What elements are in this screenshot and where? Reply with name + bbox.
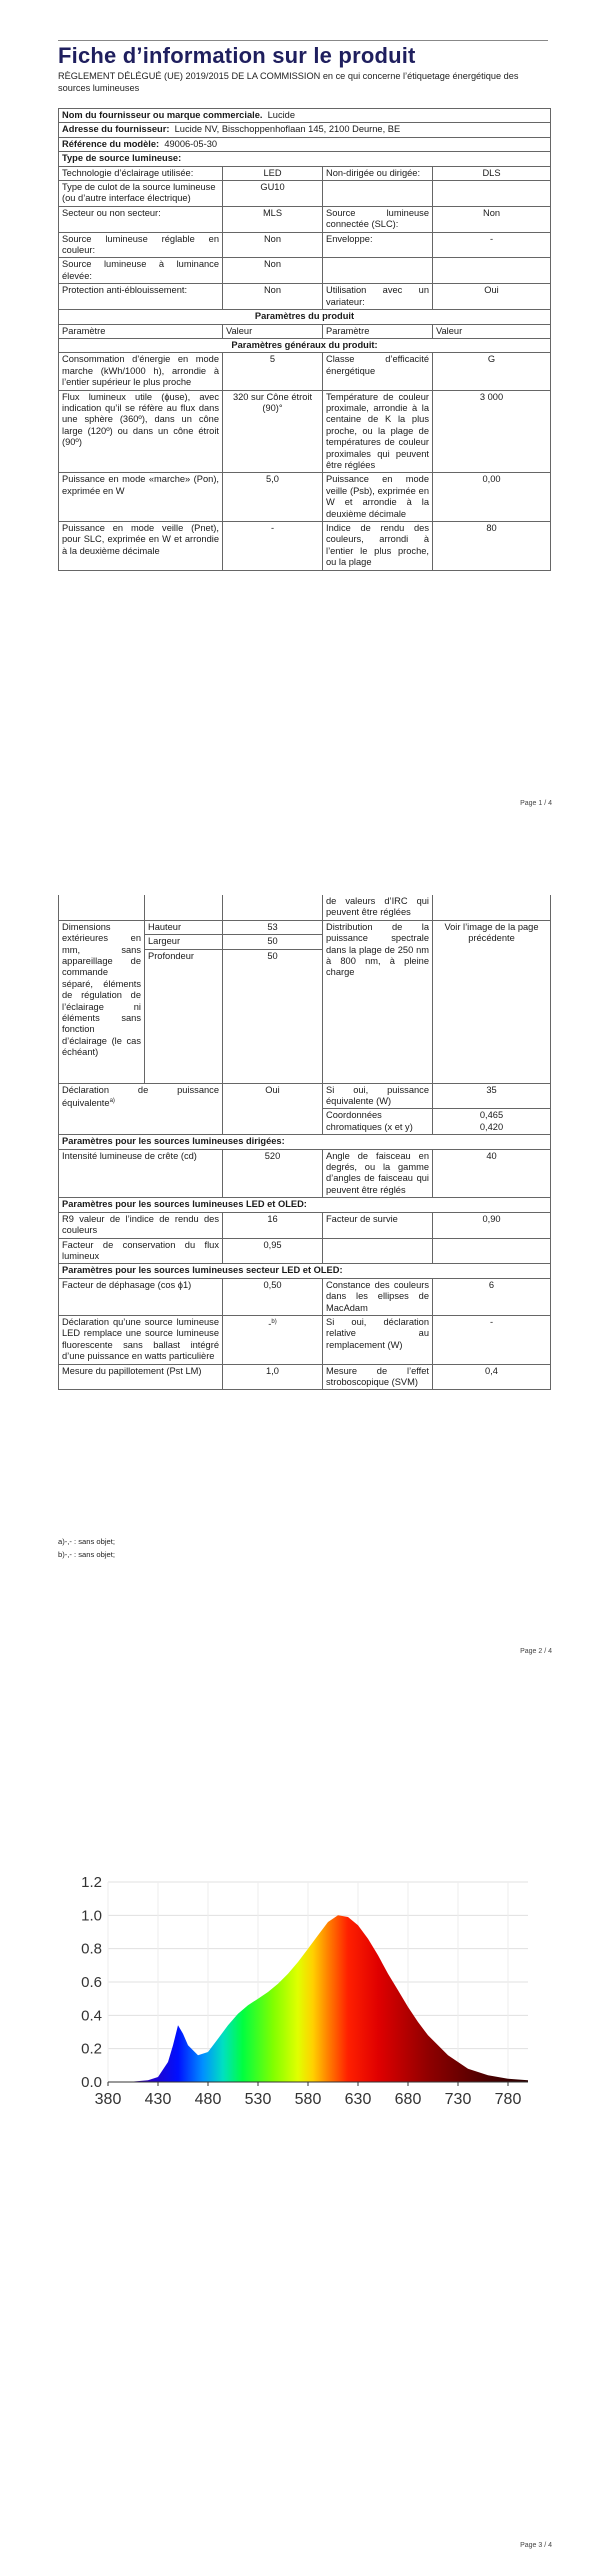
x-tick-label: 380 (94, 2091, 122, 2108)
table-row: Facteur de conservation du flux lumineux 0,95 (59, 1238, 551, 1264)
supplier-value: Lucide (267, 110, 296, 120)
y-tick-label: 1.2 (81, 1874, 102, 1891)
page-number: Page 2 / 4 (520, 1648, 552, 1655)
model-value: 49006-05-30 (164, 138, 218, 149)
model-label: Référence du modèle: (62, 138, 160, 149)
table-row: Secteur ou non secteur: MLS Source lumineuse connectée (SLC): Non (59, 206, 551, 232)
product-params-heading-row (59, 310, 551, 324)
spd-label: Distribution de la puissance spectrale dans la plage de 250 nm à 800 nm, à pleine charge (323, 920, 433, 1083)
table-row: Technologie d’éclairage utilisée: LED Non-dirigée ou dirigée: DLS (59, 166, 551, 180)
table-row: Mesure du papillotement (Pst LM) 1,0 Mesure de l’effet stroboscopique (SVM) 0,4 (59, 1364, 551, 1390)
light-source-type-heading: Type de source lumineuse: (59, 152, 551, 166)
table-row: Facteur de déphasage (cos ϕ1) 0,50 Constance des couleurs dans les ellipses de MacAdam 6 (59, 1278, 551, 1315)
table-row: Type de culot de la source lumineuse (ou d’autre interface électrique) GU10 (59, 181, 551, 207)
product-params-heading: Paramètres du produit (59, 310, 551, 324)
dimension-value: 50 (223, 935, 323, 949)
footnote: a)-,- : sans objet; (58, 1537, 115, 1546)
table-row: Puissance en mode veille (Pnet), pour SLC, exprimée en W et arrondie à la deuxième décimale - Indice de rendu des couleurs, arrondi à l’entier le plus proche, ou la plage 80 (59, 522, 551, 571)
address-value: Lucide NV, Bisschoppenhoflaan 145, 2100 Deurne, BE (174, 124, 401, 135)
x-tick-label: 730 (444, 2091, 472, 2108)
table-row: Déclaration qu’une source lumineuse LED remplace une source lumineuse fluorescente sans ballast intégré d’une puissance en watts particulière -$^{b)}$ Si oui, déclaration relative au remplacement (W) - (59, 1315, 551, 1364)
table-row: Protection anti-éblouissement: Non Utilisation avec un variateur: Oui (59, 284, 551, 310)
page-3 (0, 1820, 604, 2560)
table-row: Déclaration de puissance équivalente$^{a)}$ Oui Si oui, puissance équivalente (W) 35 (59, 1083, 551, 1109)
dimension-name: Largeur (145, 935, 223, 949)
mains-led-params-heading: Paramètres pour les sources lumineuses secteur LED et OLED: (59, 1264, 551, 1278)
chart-plot-area (108, 1915, 528, 2082)
section-row (59, 1264, 551, 1278)
directed-params-heading: Paramètres pour les sources lumineuses dirigées: (59, 1135, 551, 1149)
dimension-value: 53 (223, 920, 323, 934)
table-row: Flux lumineux utile (ϕuse), avec indication qu’il se réfère au flux dans une sphère (360º), dans un cône large (120º) ou dans un cône étroit (90º) 320 sur Cône étroit (90)° Température de couleur proximale, arrondie à la centaine de K la plus proche, ou la plage de températures de couleur proximales qui peuvent être réglées 3 000 (59, 390, 551, 473)
model-row (59, 137, 551, 151)
y-tick-label: 0.6 (81, 1974, 102, 1991)
param-header-row: Paramètre Valeur Paramètre Valeur (59, 324, 551, 338)
table-row: Source lumineuse réglable en couleur: Non Enveloppe: - (59, 232, 551, 258)
dimensions-label: Dimensions extérieures en mm, sans appareillage de commande séparé, éléments de régulation de l’éclairage ni éléments sans fonction d’éclairage (le cas échéant) (59, 920, 145, 1083)
address-row (59, 123, 551, 137)
supplier-row (59, 109, 551, 123)
page-title: Fiche d’information sur le produit (58, 40, 548, 69)
page-2 (0, 870, 604, 1670)
dimensions-row (59, 920, 551, 934)
dimension-name: Profondeur (145, 949, 223, 1083)
light-source-type-row (59, 152, 551, 166)
product-info-table-continued (58, 895, 551, 1390)
y-tick-label: 0.4 (81, 2007, 102, 2025)
table-row: R9 valeur de l’indice de rendu des couleurs 16 Facteur de survie 0,90 (59, 1212, 551, 1238)
x-tick-label: 630 (344, 2091, 372, 2108)
page-number: Page 3 / 4 (520, 2542, 552, 2549)
address-label: Adresse du fournisseur: (62, 124, 170, 135)
spectral-distribution-chart (60, 1870, 550, 2130)
x-tick-label: 530 (244, 2091, 272, 2108)
y-tick-label: 1.0 (81, 1907, 102, 1925)
x-tick-label: 680 (394, 2091, 422, 2108)
x-tick-label: 580 (294, 2091, 322, 2108)
dimension-value: 50 (223, 949, 323, 1083)
table-row: de valeurs d’IRC qui peuvent être réglées (59, 895, 551, 920)
table-row: Puissance en mode «marche» (Pon), exprimée en W 5,0 Puissance en mode veille (Psb), exprimée en W et arrondie à la deuxième décimale 0,00 (59, 473, 551, 522)
product-info-table (58, 108, 551, 571)
general-params-heading: Paramètres généraux du produit: (59, 338, 551, 352)
page-1 (0, 0, 604, 810)
spd-value: Voir l’image de la page précédente (433, 920, 551, 1083)
table-row: Consommation d’énergie en mode marche (kWh/1000 h), arrondie à l’entier supérieur le plus proche 5 Classe d’efficacité énergétique G (59, 353, 551, 390)
x-tick-label: 780 (494, 2091, 522, 2108)
y-tick-label: 0.0 (81, 2074, 102, 2091)
page-number: Page 1 / 4 (520, 800, 552, 807)
y-tick-label: 0.2 (81, 2040, 102, 2058)
spectrum-area (108, 1915, 528, 2082)
dimension-name: Hauteur (145, 920, 223, 934)
section-row (59, 1135, 551, 1149)
general-params-heading-row (59, 338, 551, 352)
x-tick-label: 480 (194, 2091, 222, 2108)
table-row: Source lumineuse à luminance élevée: Non (59, 258, 551, 284)
led-oled-params-heading: Paramètres pour les sources lumineuses LED et OLED: (59, 1198, 551, 1212)
supplier-label: Nom du fournisseur ou marque commerciale. (62, 110, 263, 120)
table-row: Intensité lumineuse de crête (cd) 520 Angle de faisceau en degrés, ou la gamme d’angles de faisceau qui peuvent être réglés 40 (59, 1149, 551, 1198)
regulation-subtitle: RÈGLEMENT DÉLÉGUÉ (UE) 2019/2015 DE LA COMMISSION en ce qui concerne l’étiquetage énergétique des sources lumineuses (58, 71, 519, 93)
table-row: Coordonnées chromatiques (x et y) 0,465 0,420 (59, 1109, 551, 1135)
footnote: b)-,- : sans objet; (58, 1550, 115, 1559)
x-tick-label: 430 (144, 2091, 172, 2108)
footnotes (58, 1535, 115, 1561)
y-tick-label: 0.8 (81, 1940, 102, 1958)
section-row (59, 1198, 551, 1212)
